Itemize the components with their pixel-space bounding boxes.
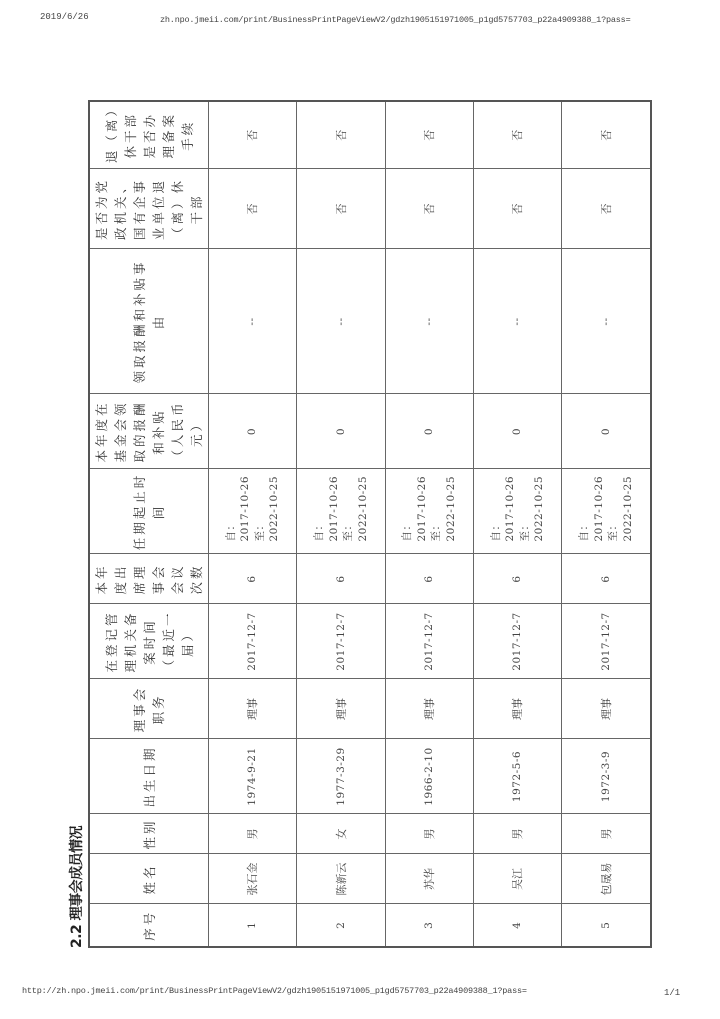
- cell-pay: 0: [297, 394, 385, 469]
- term-to-label: 至：: [430, 519, 443, 542]
- cell-name: 张石金: [209, 854, 297, 904]
- cell-birth: 1977-3-29: [297, 739, 385, 814]
- header-birth: 出生日期: [89, 739, 209, 814]
- term-from: 2017-10-26: [327, 475, 340, 542]
- cell-birth: 1972-3-9: [562, 739, 651, 814]
- term-to-label: 至：: [253, 519, 266, 542]
- header-name: 姓名: [89, 854, 209, 904]
- header-is-official: 是否为党政机关、国有企事业单位退（离）休干部: [89, 169, 209, 249]
- cell-filing-time: 2017-12-7: [297, 604, 385, 679]
- cell-pay-reason: --: [385, 249, 473, 394]
- cell-pay-reason: --: [474, 249, 562, 394]
- cell-name: 陈新云: [297, 854, 385, 904]
- cell-name: 包晟易: [562, 854, 651, 904]
- term-to: 2022-10-25: [268, 475, 281, 542]
- term-to: 2022-10-25: [444, 475, 457, 542]
- cell-attendance: 6: [209, 554, 297, 604]
- header-seq: 序号: [89, 904, 209, 947]
- table-row: [474, 101, 562, 947]
- term-from: 2017-10-26: [415, 475, 428, 542]
- cell-term: [209, 469, 297, 554]
- cell-gender: 男: [562, 814, 651, 854]
- cell-is-official: 否: [297, 169, 385, 249]
- term-from: 2017-10-26: [504, 475, 517, 542]
- cell-position: 理事: [474, 679, 562, 739]
- print-header-url: zh.npo.jmeii.com/print/BusinessPrintPageViewV2/gdzh1905151971005_p1gd5757703_p22a4909388_1?pass=: [160, 15, 631, 25]
- cell-pay-reason: --: [209, 249, 297, 394]
- cell-pay-reason: --: [297, 249, 385, 394]
- header-attendance: 本年度出席理事会会议次数: [89, 554, 209, 604]
- rotated-content: [60, 102, 654, 948]
- header-filing-time: 在登记管理机关备案时间（最近一届）: [89, 604, 209, 679]
- cell-filed: 否: [297, 101, 385, 169]
- term-from: 2017-10-26: [592, 475, 605, 542]
- cell-is-official: 否: [562, 169, 651, 249]
- header-pay: 本年度在基金会领取的报酬和补贴（人民币元）: [89, 394, 209, 469]
- cell-pay-reason: --: [562, 249, 651, 394]
- cell-birth: 1974-9-21: [209, 739, 297, 814]
- cell-seq: 2: [297, 904, 385, 947]
- cell-pay: 0: [385, 394, 473, 469]
- header-gender: 性别: [89, 814, 209, 854]
- cell-filed: 否: [562, 101, 651, 169]
- table-header-row: [89, 101, 209, 947]
- cell-is-official: 否: [209, 169, 297, 249]
- print-date: 2019/6/26: [40, 12, 89, 22]
- cell-seq: 3: [385, 904, 473, 947]
- header-term: 任期起止时间: [89, 469, 209, 554]
- header-pay-reason: 领取报酬和补贴事由: [89, 249, 209, 394]
- cell-filing-time: 2017-12-7: [474, 604, 562, 679]
- cell-attendance: 6: [385, 554, 473, 604]
- board-members-table: [88, 100, 652, 948]
- cell-is-official: 否: [385, 169, 473, 249]
- cell-filed: 否: [385, 101, 473, 169]
- term-to: 2022-10-25: [533, 475, 546, 542]
- table-row: [209, 101, 297, 947]
- term-to-label: 至：: [607, 519, 620, 542]
- term-to: 2022-10-25: [621, 475, 634, 542]
- term-from-label: 自：: [489, 519, 502, 542]
- cell-attendance: 6: [297, 554, 385, 604]
- cell-seq: 5: [562, 904, 651, 947]
- cell-pay: 0: [209, 394, 297, 469]
- cell-term: [297, 469, 385, 554]
- term-from-label: 自：: [401, 519, 414, 542]
- cell-gender: 男: [385, 814, 473, 854]
- cell-term: [562, 469, 651, 554]
- cell-attendance: 6: [562, 554, 651, 604]
- term-to: 2022-10-25: [356, 475, 369, 542]
- table-row: [562, 101, 651, 947]
- cell-gender: 男: [209, 814, 297, 854]
- cell-position: 理事: [385, 679, 473, 739]
- cell-name: 苏华: [385, 854, 473, 904]
- cell-seq: 1: [209, 904, 297, 947]
- term-to-label: 至：: [518, 519, 531, 542]
- term-from-label: 自：: [578, 519, 591, 542]
- cell-birth: 1972-5-6: [474, 739, 562, 814]
- cell-name: 吴江: [474, 854, 562, 904]
- cell-position: 理事: [297, 679, 385, 739]
- term-from-label: 自：: [313, 519, 326, 542]
- cell-pay: 0: [474, 394, 562, 469]
- cell-position: 理事: [209, 679, 297, 739]
- table-row: [385, 101, 473, 947]
- cell-attendance: 6: [474, 554, 562, 604]
- cell-birth: 1966-2-10: [385, 739, 473, 814]
- print-footer-url: http://zh.npo.jmeii.com/print/BusinessPrintPageViewV2/gdzh1905151971005_p1gd5757703_p22a4909388_1?pass=: [22, 986, 527, 996]
- term-to-label: 至：: [342, 519, 355, 542]
- cell-filing-time: 2017-12-7: [385, 604, 473, 679]
- cell-filed: 否: [474, 101, 562, 169]
- cell-filing-time: 2017-12-7: [562, 604, 651, 679]
- section-title: 2.2 理事会成员情况: [69, 825, 85, 948]
- term-from: 2017-10-26: [239, 475, 252, 542]
- table-row: [297, 101, 385, 947]
- cell-term: [474, 469, 562, 554]
- cell-gender: 男: [474, 814, 562, 854]
- header-position: 理事会职务: [89, 679, 209, 739]
- cell-pay: 0: [562, 394, 651, 469]
- cell-seq: 4: [474, 904, 562, 947]
- page-number: 1/1: [664, 988, 681, 998]
- cell-is-official: 否: [474, 169, 562, 249]
- cell-filed: 否: [209, 101, 297, 169]
- term-from-label: 自：: [224, 519, 237, 542]
- header-filed: 退（离）休干部是否办理备案手续: [89, 101, 209, 169]
- cell-filing-time: 2017-12-7: [209, 604, 297, 679]
- cell-position: 理事: [562, 679, 651, 739]
- cell-gender: 女: [297, 814, 385, 854]
- cell-term: [385, 469, 473, 554]
